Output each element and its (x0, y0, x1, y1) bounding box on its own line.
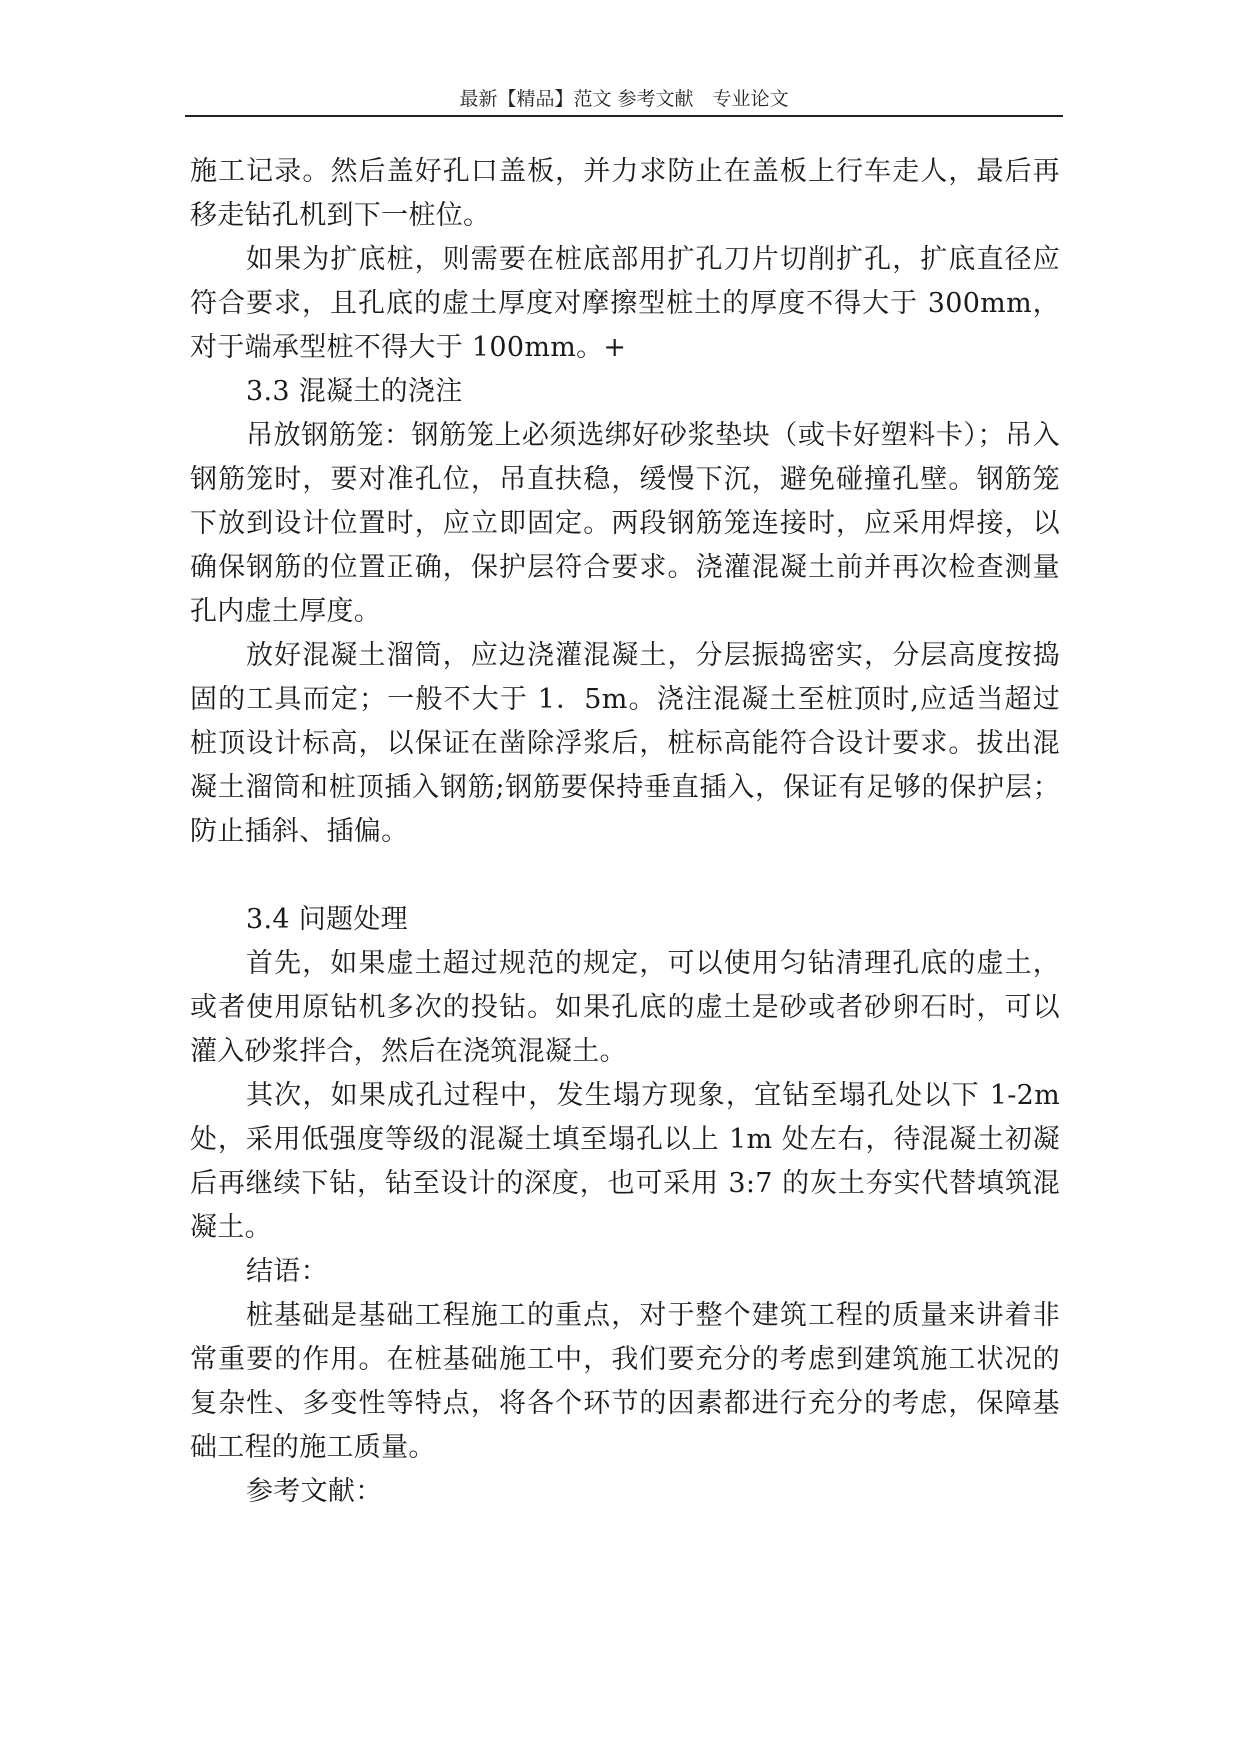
paragraph-second-issue: 其次，如果成孔过程中，发生塌方现象，宜钻至塌孔处以下 1-2m 处，采用低强度等级的混凝土填至塌孔以上 1m 处左右，待混凝土初凝后再继续下钻，钻至设计的深度，也可采用 3:7 的灰土夯实代替填筑混凝土。 (190, 1080, 1060, 1243)
document-body (190, 150, 1060, 1514)
paragraph-rebar-cage: 吊放钢筋笼：钢筋笼上必须选绑好砂浆垫块（或卡好塑料卡）；吊入钢筋笼时，要对准孔位，吊直扶稳，缓慢下沉，避免碰撞孔壁。钢筋笼下放到设计位置时，应立即固定。两段钢筋笼连接时，应采用焊接，以确保钢筋的位置正确，保护层符合要求。浇灌混凝土前并再次检查测量孔内虚土厚度。 (190, 420, 1060, 627)
section-heading-3-3: 3.3 混凝土的浇注 (246, 376, 463, 407)
blank-line (190, 854, 1060, 898)
paragraph-enlarged-base-pile: 如果为扩底桩，则需要在桩底部用扩孔刀片切削扩孔，扩底直径应符合要求，且孔底的虚土厚度对摩擦型桩土的厚度不得大于 300mm，对于端承型桩不得大于 100mm。+ (190, 244, 1060, 363)
section-heading-3-4: 3.4 问题处理 (246, 904, 408, 935)
references-heading: 参考文献： (246, 1476, 383, 1507)
page-header: 最新【精品】范文 参考文献 专业论文 (459, 88, 789, 110)
header-divider (185, 115, 1063, 117)
conclusion-heading: 结语： (246, 1256, 328, 1287)
paragraph-construction-record: 施工记录。然后盖好孔口盖板，并力求防止在盖板上行车走人，最后再移走钻孔机到下一桩位。 (190, 156, 1060, 231)
paragraph-concrete-chute: 放好混凝土溜筒，应边浇灌混凝土，分层振捣密实，分层高度按捣固的工具而定；一般不大于 1．5m。浇注混凝土至桩顶时,应适当超过桩顶设计标高，以保证在凿除浮浆后，桩标高能符合设计要求。拔出混凝土溜筒和桩顶插入钢筋;钢筋要保持垂直插入，保证有足够的保护层；防止插斜、插偏。 (190, 640, 1060, 847)
paragraph-first-issue: 首先，如果虚土超过规范的规定，可以使用匀钻清理孔底的虚土，或者使用原钻机多次的投钻。如果孔底的虚土是砂或者砂卵石时，可以灌入砂浆拌合，然后在浇筑混凝土。 (190, 948, 1060, 1067)
paragraph-conclusion: 桩基础是基础工程施工的重点，对于整个建筑工程的质量来讲着非常重要的作用。在桩基础施工中，我们要充分的考虑到建筑施工状况的复杂性、多变性等特点，将各个环节的因素都进行充分的考虑，保障基础工程的施工质量。 (190, 1300, 1060, 1463)
